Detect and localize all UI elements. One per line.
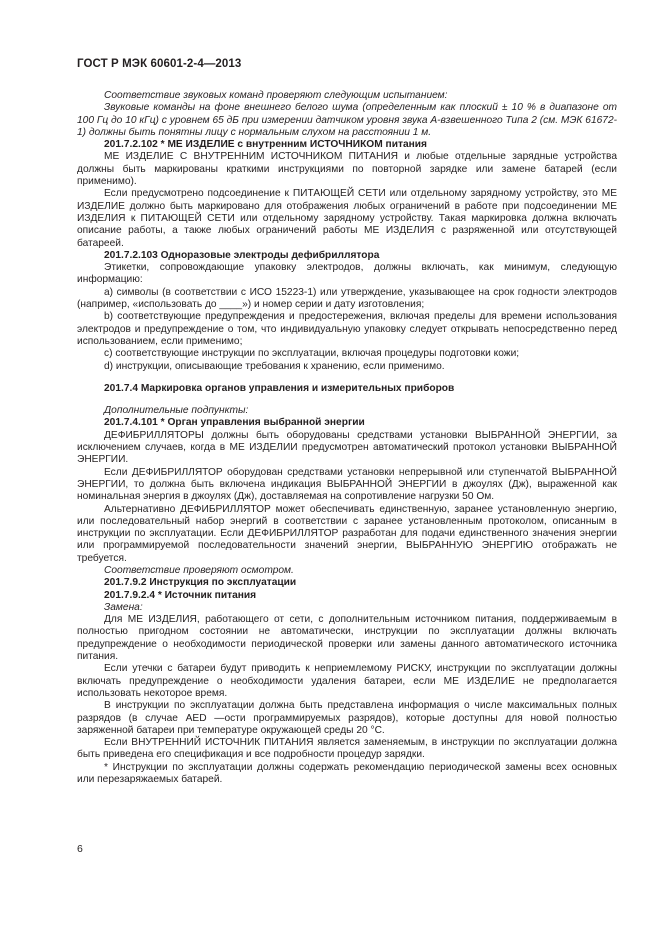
paragraph: * Инструкции по эксплуатации должны содержать рекомендацию периодической замены всех основных или перезаряжаемых батарей.	[77, 761, 617, 786]
paragraph: Замена:	[104, 601, 143, 613]
paragraph: 201.7.4 Маркировка органов управления и измерительных приборов	[104, 382, 455, 394]
paragraph: Соответствие звуковых команд проверяют следующим испытанием:	[104, 90, 448, 101]
paragraph: а) символы (в соответствии с ИСО 15223-1) или утверждение, указывающее на срок годности электродов (например, «использовать до ____») и номер серии и дату изготовления;	[77, 286, 617, 311]
paragraph: Если ДЕФИБРИЛЛЯТОР оборудован средствами установки непрерывной или ступенчатой ВЫБРАННОЙ ЭНЕРГИИ, то должна быть включена индикация ВЫБРАННОЙ ЭНЕРГИИ в джоулях (Дж), выраженной как номинальная энергия в джоулях (Дж), доставляемая на сопротивление нагрузки 50 Ом.	[77, 466, 617, 503]
paragraph: 201.7.9.2.4 * Источник питания	[104, 589, 257, 601]
paragraph: МЕ ИЗДЕЛИЕ С ВНУТРЕННИМ ИСТОЧНИКОМ ПИТАНИЯ и любые отдельные зарядные устройства должны быть маркированы краткими инструкциями по повторной зарядке или замене батарей (если применимо).	[77, 151, 617, 188]
paragraph: Для МЕ ИЗДЕЛИЯ, работающего от сети, с дополнительным источником питания, поддерживаемым в полностью пригодном состоянии не автоматически, инструкции по эксплуатации должны включать предупреждение о необходимости периодической проверки или замены данного автоматического источника питания.	[77, 614, 617, 663]
paragraph: Соответствие проверяют осмотром.	[104, 564, 294, 576]
paragraph: Если предусмотрено подсоединение к ПИТАЮЩЕЙ СЕТИ или отдельному зарядному устройству, это МЕ ИЗДЕЛИЕ должно быть маркировано для отображения любых ограничений в работе при подсоединении МЕ ИЗДЕЛИЯ к ПИТАЮЩЕЙ СЕТИ или отдельному зарядному устройству. Такая маркировка должна включать описание работы, а также любых ограничений работы МЕ ИЗДЕЛИЯ с разряженной или отсутствующей батареей.	[77, 188, 617, 249]
paragraph: В инструкции по эксплуатации должна быть представлена информация о числе максимальных полных разрядов (в случае AED —ости программируемых разрядов), которые доступны для новой полностью заряженной батареи при температуре окружающей среды 20 °С.	[77, 700, 617, 736]
paragraph: 201.7.2.102 * МЕ ИЗДЕЛИЕ с внутренним ИСТОЧНИКОМ питания	[104, 139, 427, 151]
paragraph: ДЕФИБРИЛЛЯТОРЫ должны быть оборудованы средствами установки ВЫБРАННОЙ ЭНЕРГИИ, за исключением случаев, когда в МЕ ИЗДЕЛИИ предусмотрен автоматический протокол установки ВЫБРАННОЙ ЭНЕРГИИ.	[77, 429, 617, 466]
paragraph: 201.7.2.103 Одноразовые электроды дефибриллятора	[104, 249, 380, 261]
document-header: ГОСТ Р МЭК 60601-2-4—2013	[77, 58, 242, 70]
paragraph: 201.7.9.2 Инструкция по эксплуатации	[104, 577, 297, 589]
paragraph: Этикетки, сопровождающие упаковку электродов, должны включать, как минимум, следующую информацию:	[77, 262, 617, 286]
paragraph: 201.7.4.101 * Орган управления выбранной энергии	[104, 417, 365, 429]
paragraph: b) соответствующие предупреждения и предостережения, включая пределы для времени использования электродов и предупреждение о том, что индивидуальную упаковку следует открывать непосредственно перед использованием, если применимо;	[77, 311, 617, 347]
paragraph: d) инструкции, описывающие требования к хранению, если применимо.	[104, 360, 445, 372]
paragraph: Дополнительные подпункты:	[104, 405, 249, 417]
paragraph: Если утечки с батареи будут приводить к неприемлемому РИСКУ, инструкции по эксплуатации должны включать предупреждение о необходимости удаления батареи, если МЕ ИЗДЕЛИЕ не предполагается использовать некоторое время.	[77, 663, 617, 699]
page-number: 6	[77, 843, 83, 855]
paragraph: c) соответствующие инструкции по эксплуатации, включая процедуры подготовки кожи;	[104, 348, 520, 360]
document-body	[77, 90, 617, 786]
paragraph: Альтернативно ДЕФИБРИЛЛЯТОР может обеспечивать единственную, заранее установленную энергию, или последовательный набор энергий в соответствии с заранее установленным протоколом, описанным в инструкции по эксплуатации. Если ДЕФИБРИЛЛЯТОР разработан для подачи единственного значения энергии или программируемой последовательности значений энергии, ВЫБРАННУЮ ЭНЕРГИЮ отображать не требуется.	[77, 503, 617, 564]
paragraph: Звуковые команды на фоне внешнего белого шума (определенным как плоский ± 10 % в диапазоне от 100 Гц до 10 кГц) с уровнем 65 дБ при измерении датчиком уровня звука А-взвешенного Типа 2 (см. МЭК 61672-1) должны быть понятны лицу с нормальным слухом на расстоянии 1 м.	[77, 102, 617, 138]
paragraph: Если ВНУТРЕННИЙ ИСТОЧНИК ПИТАНИЯ является заменяемым, в инструкции по эксплуатации должна быть приведена его спецификация и все подробности процедур зарядки.	[77, 737, 617, 761]
